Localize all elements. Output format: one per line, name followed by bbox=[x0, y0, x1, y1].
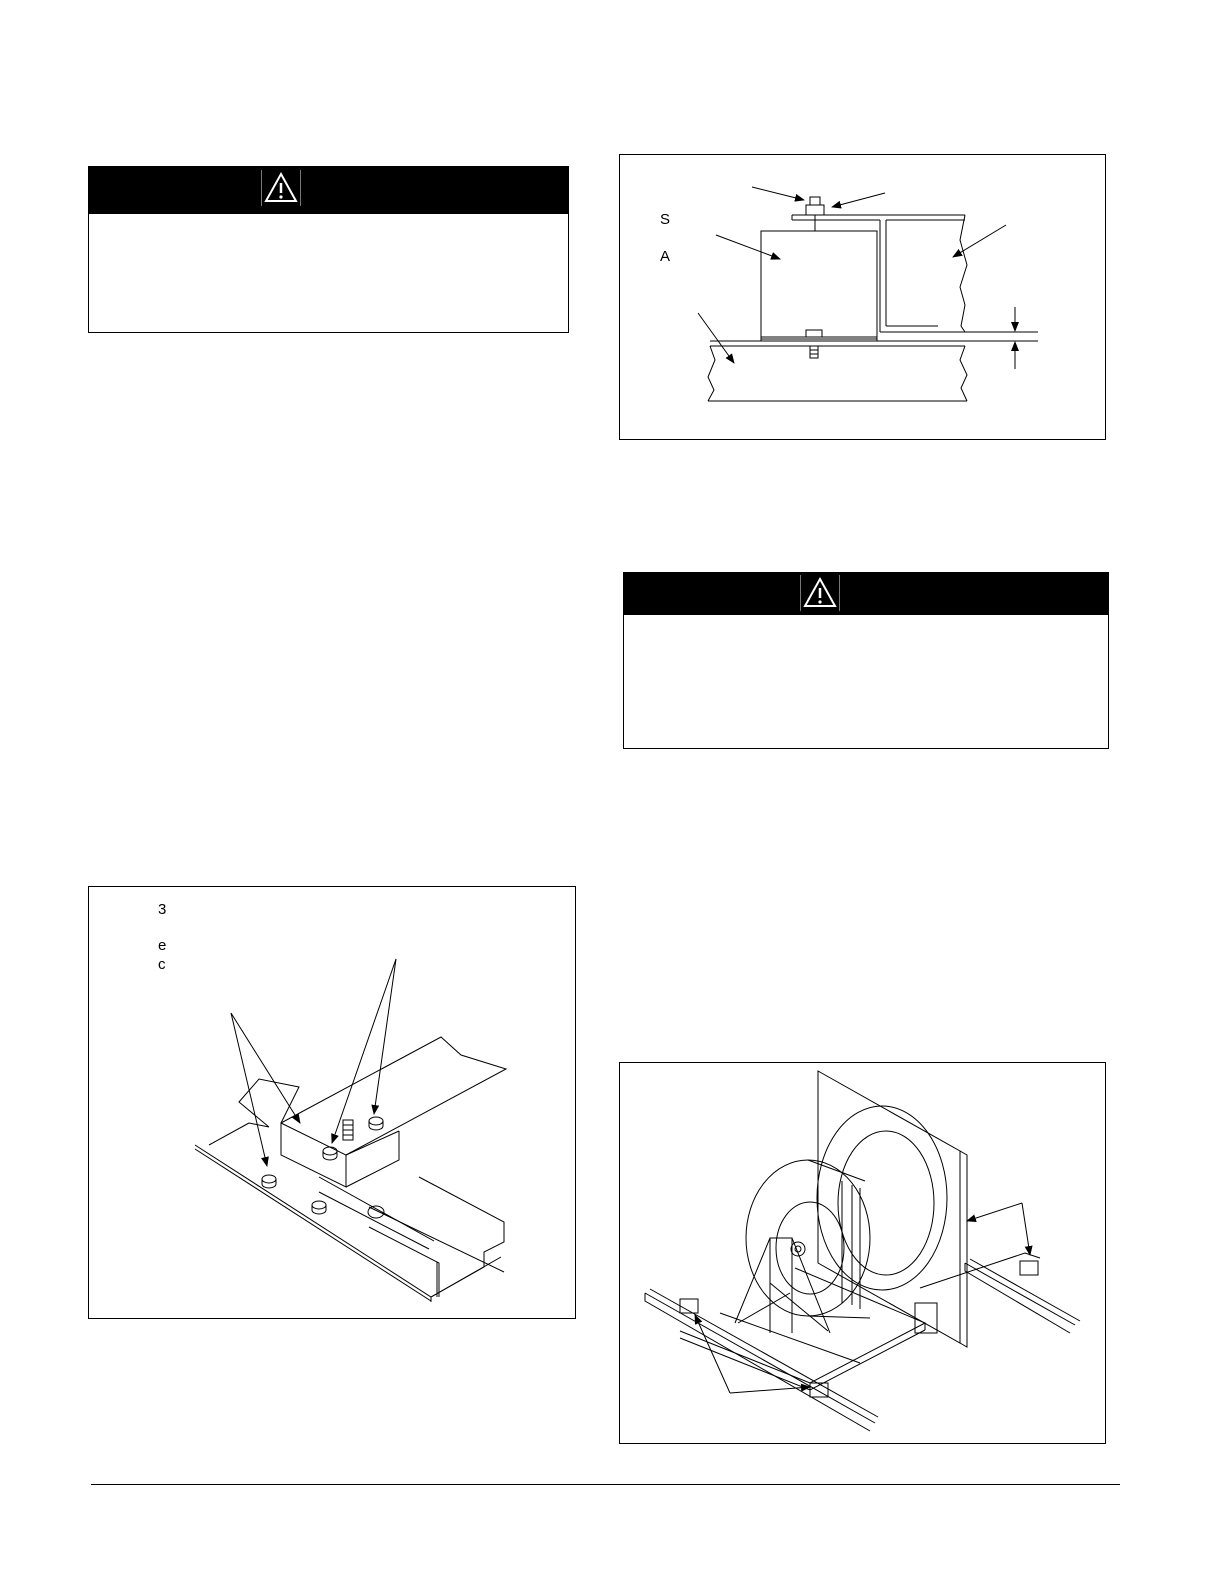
figure-isolator-section bbox=[619, 154, 1106, 440]
figure-label-3: 3 bbox=[158, 901, 167, 918]
figure-label-a: A bbox=[660, 248, 671, 265]
figure-label-s: S bbox=[660, 211, 671, 228]
isolator-isometric-drawing bbox=[89, 887, 577, 1320]
warning-header-bar bbox=[89, 167, 568, 214]
warning-box-left bbox=[88, 166, 569, 333]
figure-fan-assembly bbox=[619, 1062, 1106, 1444]
warning-box-right bbox=[623, 572, 1109, 749]
isolator-section-drawing bbox=[620, 155, 1107, 441]
figure-label-e: e bbox=[158, 937, 167, 954]
fan-assembly-drawing bbox=[620, 1063, 1107, 1445]
warning-triangle-icon bbox=[800, 575, 840, 611]
figure-label-c: c bbox=[158, 956, 166, 973]
warning-header-bar bbox=[624, 573, 1108, 615]
figure-isolator-isometric bbox=[88, 886, 576, 1319]
warning-triangle-icon bbox=[261, 170, 301, 206]
footer-divider bbox=[91, 1484, 1120, 1485]
